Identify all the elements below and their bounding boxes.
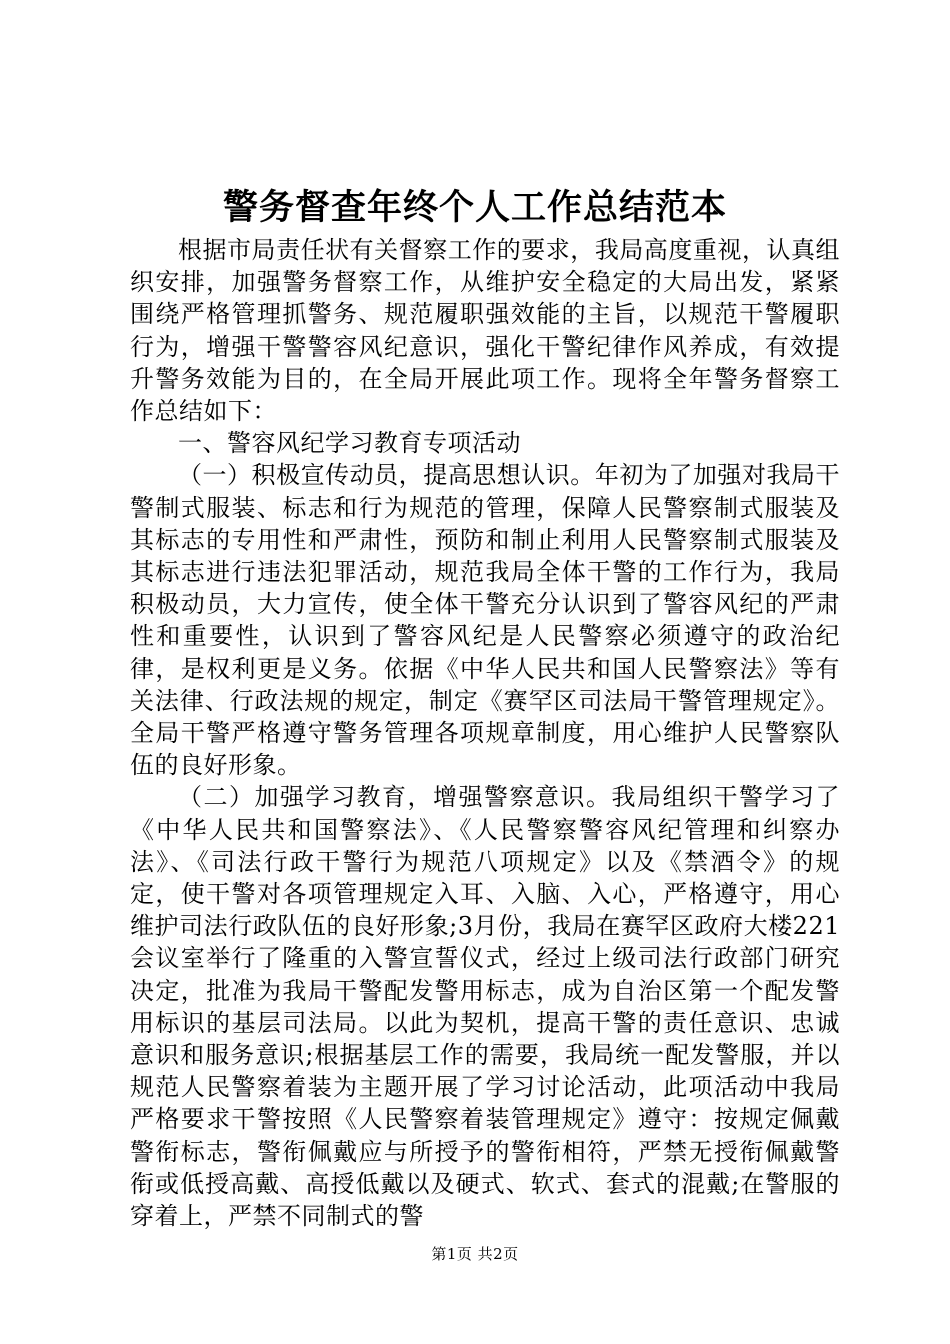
section-heading: 一、警容风纪学习教育专项活动	[178, 429, 521, 458]
subsection-paragraph-1: （一）积极宣传动员，提高思想认识。年初为了加强对我局干警制式服装、标志和行为规范的管理，保障人民警察制式服装及其标志的专用性和严肃性，预防和制止利用人民警察制式服装及其标志进行违法犯罪活动，规范我局全体干警的工作行为，我局积极动员，大力宣传，使全体干警充分认识到了警容风纪的严肃性和重要性，认识到了警容风纪是人民警察必须遵守的政治纪律，是权利更是义务。依据《中华人民共和国人民警察法》等有关法律、行政法规的规定，制定《赛罕区司法局干警管理规定》。全局干警严格遵守警务管理各项规章制度，用心维护人民警察队伍的良好形象。	[130, 461, 840, 780]
subsection-paragraph-2: （二）加强学习教育，增强警察意识。我局组织干警学习了《中华人民共和国警察法》、《人民警察警容风纪管理和纠察办法》、《司法行政干警行为规范八项规定》以及《禁酒令》的规定，使干警对各项管理规定入耳、入脑、入心，严格遵守，用心维护司法行政队伍的良好形象;3月份，我局在赛罕区政府大楼221会议室举行了隆重的入警宣誓仪式，经过上级司法行政部门研究决定，批准为我局干警配发警用标志，成为自治区第一个配发警用标识的基层司法局。以此为契机，提高干警的责任意识、忠诚意识和服务意识;根据基层工作的需要，我局统一配发警服，并以规范人民警察着装为主题开展了学习讨论活动，此项活动中我局严格要求干警按照《人民警察着装管理规定》遵守：按规定佩戴警衔标志，警衔佩戴应与所授予的警衔相符，严禁无授衔佩戴警衔或低授高戴、高授低戴以及硬式、软式、套式的混戴;在警服的穿着上，严禁不同制式的警	[130, 783, 840, 1231]
document-title: 警务督查年终个人工作总结范本	[222, 187, 727, 228]
page-number-footer: 第1页 共2页	[431, 1245, 519, 1263]
intro-paragraph: 根据市局责任状有关督察工作的要求，我局高度重视，认真组织安排，加强警务督察工作，从维护安全稳定的大局出发，紧紧围绕严格管理抓警务、规范履职强效能的主旨，以规范干警履职行为，增强干警警容风纪意识，强化干警纪律作风养成，有效提升警务效能为目的，在全局开展此项工作。现将全年警务督察工作总结如下：	[130, 236, 840, 426]
document-body	[130, 234, 840, 1232]
